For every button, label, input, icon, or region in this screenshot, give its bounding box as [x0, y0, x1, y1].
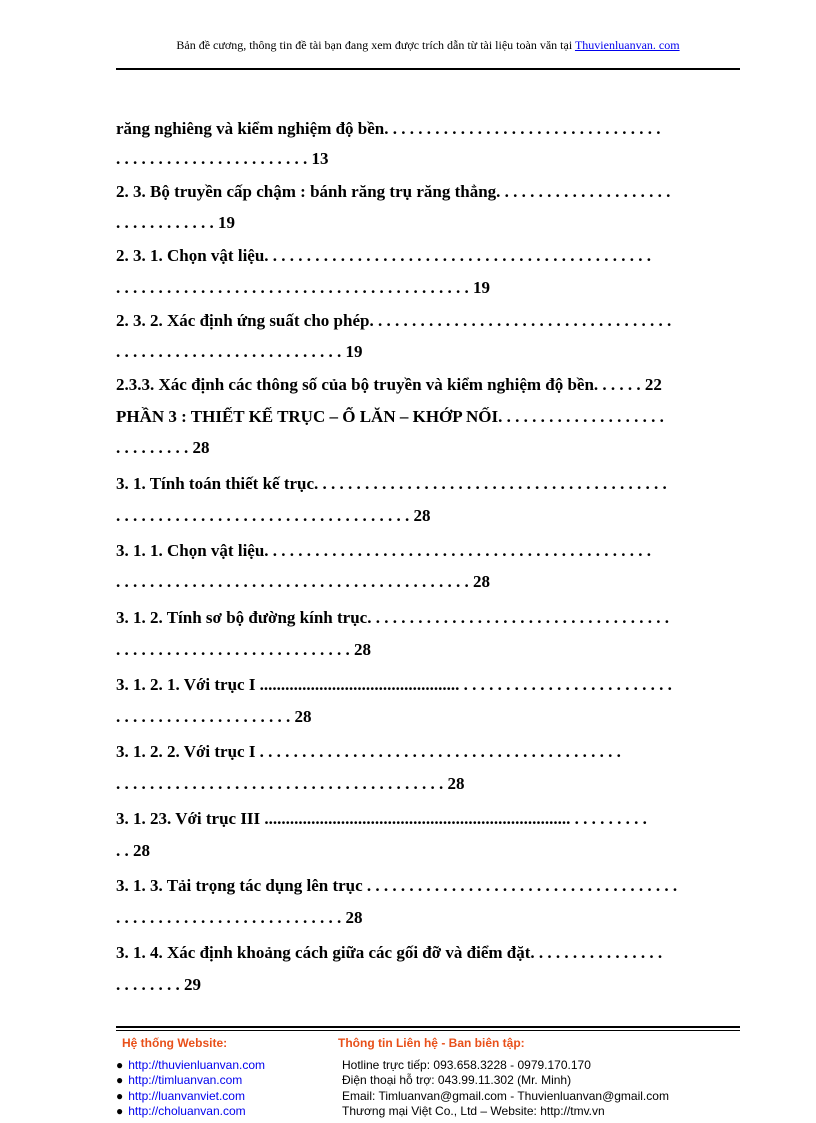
toc-line: . . 28: [116, 841, 150, 860]
footer-contact-line: Thương mại Việt Co., Ltd – Website: http://tmv.vn: [342, 1103, 605, 1118]
header-text: Bản đề cương, thông tin đề tài bạn đang xem được trích dẫn từ tài liệu toàn văn tại: [176, 38, 575, 52]
footer-website-item: [116, 1073, 331, 1088]
footer-contact-line: Hotline trực tiếp: 093.658.3228 - 0979.170.170: [342, 1058, 591, 1072]
toc-line: . . . . . . . . . . . . . . . . . . . . . . . . . . . 28: [116, 908, 363, 927]
footer-website-link[interactable]: http://luanvanviet.com: [128, 1088, 245, 1103]
bullet-icon: ●: [116, 1103, 124, 1118]
footer-website-item: [116, 1104, 331, 1119]
bullet-icon: ●: [116, 1058, 124, 1072]
bullet-icon: ●: [116, 1088, 124, 1103]
footer-contact-line: Điện thoại hỗ trợ: 043.99.11.302 (Mr. Minh): [342, 1073, 572, 1088]
toc-line: . . . . . . . . . . . . 19: [116, 213, 235, 232]
header-link[interactable]: Thuvienluanvan. com: [574, 38, 680, 52]
toc-line: 3. 1. Tính toán thiết kế trục. . . . . . . . . . . . . . . . . . . . . . . . . . . . . . . . . . . . . . . . . .: [116, 474, 667, 493]
toc-line: 3. 1. 3. Tải trọng tác dụng lên trục . . . . . . . . . . . . . . . . . . . . . . . . . . . . . . . . . . . . .: [116, 876, 678, 895]
toc-line: 2.3.3. Xác định các thông số của bộ truyền và kiểm nghiệm độ bền. . . . . . 22: [116, 375, 662, 394]
toc-line: PHẦN 3 : THIẾT KẾ TRỤC – Ổ LĂN – KHỚP NỐI. . . . . . . . . . . . . . . . . . . .: [116, 407, 664, 426]
toc-line: . . . . . . . . . . . . . . . . . . . . . . . 13: [116, 149, 329, 168]
toc-line: 3. 1. 2. Tính sơ bộ đường kính trục. . . . . . . . . . . . . . . . . . . . . . . . . . . . . . . . . . . .: [116, 608, 669, 627]
toc-line: 3. 1. 4. Xác định khoảng cách giữa các gối đỡ và điểm đặt. . . . . . . . . . . . . . . .: [116, 943, 663, 962]
toc-line: 2. 3. 2. Xác định ứng suất cho phép. . . . . . . . . . . . . . . . . . . . . . . . . . . . . . . . . . . .: [116, 311, 672, 330]
header-rule: [116, 68, 740, 70]
footer-website-item: [116, 1058, 331, 1073]
footer-rule-bottom: [116, 1030, 740, 1031]
page-header: [116, 38, 740, 53]
toc-line: 2. 3. Bộ truyền cấp chậm : bánh răng trụ răng thẳng. . . . . . . . . . . . . . . . . . . . .: [116, 182, 671, 201]
toc-line: 3. 1. 2. 1. Với trục I ............................................... . . . . . . . . . . . . . . . . . . . . . . . . .: [116, 675, 672, 694]
toc-line: . . . . . . . . . . . . . . . . . . . . . . . . . . . . . . . . . . . 28: [116, 506, 431, 525]
toc-line: 3. 1. 23. Với trục III ........................................................................ . . . . . . . . .: [116, 809, 647, 828]
toc-line: 2. 3. 1. Chọn vật liệu. . . . . . . . . . . . . . . . . . . . . . . . . . . . . . . . . . . . . . . . . . . . . .: [116, 246, 652, 265]
toc-line: . . . . . . . . . . . . . . . . . . . . . 28: [116, 707, 312, 726]
footer-website-item: [116, 1089, 331, 1104]
footer-website-link[interactable]: http://timluanvan.com: [128, 1073, 243, 1088]
footer-contacts-title: Thông tin Liên hệ - Ban biên tập:: [338, 1036, 525, 1050]
toc-line: 3. 1. 2. 2. Với trục I . . . . . . . . . . . . . . . . . . . . . . . . . . . . . . . . . . . . . . . . . . .: [116, 742, 621, 761]
footer-websites: [116, 1036, 331, 1119]
toc-line: . . . . . . . . . . . . . . . . . . . . . . . . . . . . 28: [116, 640, 371, 659]
toc-line: . . . . . . . . . . . . . . . . . . . . . . . . . . . . . . . . . . . . . . . 28: [116, 774, 465, 793]
footer-website-link[interactable]: http://thuvienluanvan.com: [128, 1058, 266, 1072]
toc-line: . . . . . . . . . . . . . . . . . . . . . . . . . . . 19: [116, 342, 363, 361]
footer-contacts: [338, 1036, 740, 1119]
toc-line: . . . . . . . . . 28: [116, 438, 210, 457]
footer-rule-top: [116, 1026, 740, 1028]
toc-line: răng nghiêng và kiểm nghiệm độ bền. . . . . . . . . . . . . . . . . . . . . . . . . . . . . . . . .: [116, 119, 661, 138]
toc-line: . . . . . . . . 29: [116, 975, 201, 994]
toc-line: . . . . . . . . . . . . . . . . . . . . . . . . . . . . . . . . . . . . . . . . . . 19: [116, 278, 490, 297]
toc-line: . . . . . . . . . . . . . . . . . . . . . . . . . . . . . . . . . . . . . . . . . . 28: [116, 572, 490, 591]
footer-website-link[interactable]: http://choluanvan.com: [128, 1103, 246, 1118]
toc-line: 3. 1. 1. Chọn vật liệu. . . . . . . . . . . . . . . . . . . . . . . . . . . . . . . . . . . . . . . . . . . . . .: [116, 541, 652, 560]
footer-websites-title: Hệ thống Website:: [122, 1036, 228, 1050]
footer-contact-line: Email: Timluanvan@gmail.com - Thuvienluanvan@gmail.com: [342, 1088, 669, 1103]
bullet-icon: ●: [116, 1073, 124, 1088]
